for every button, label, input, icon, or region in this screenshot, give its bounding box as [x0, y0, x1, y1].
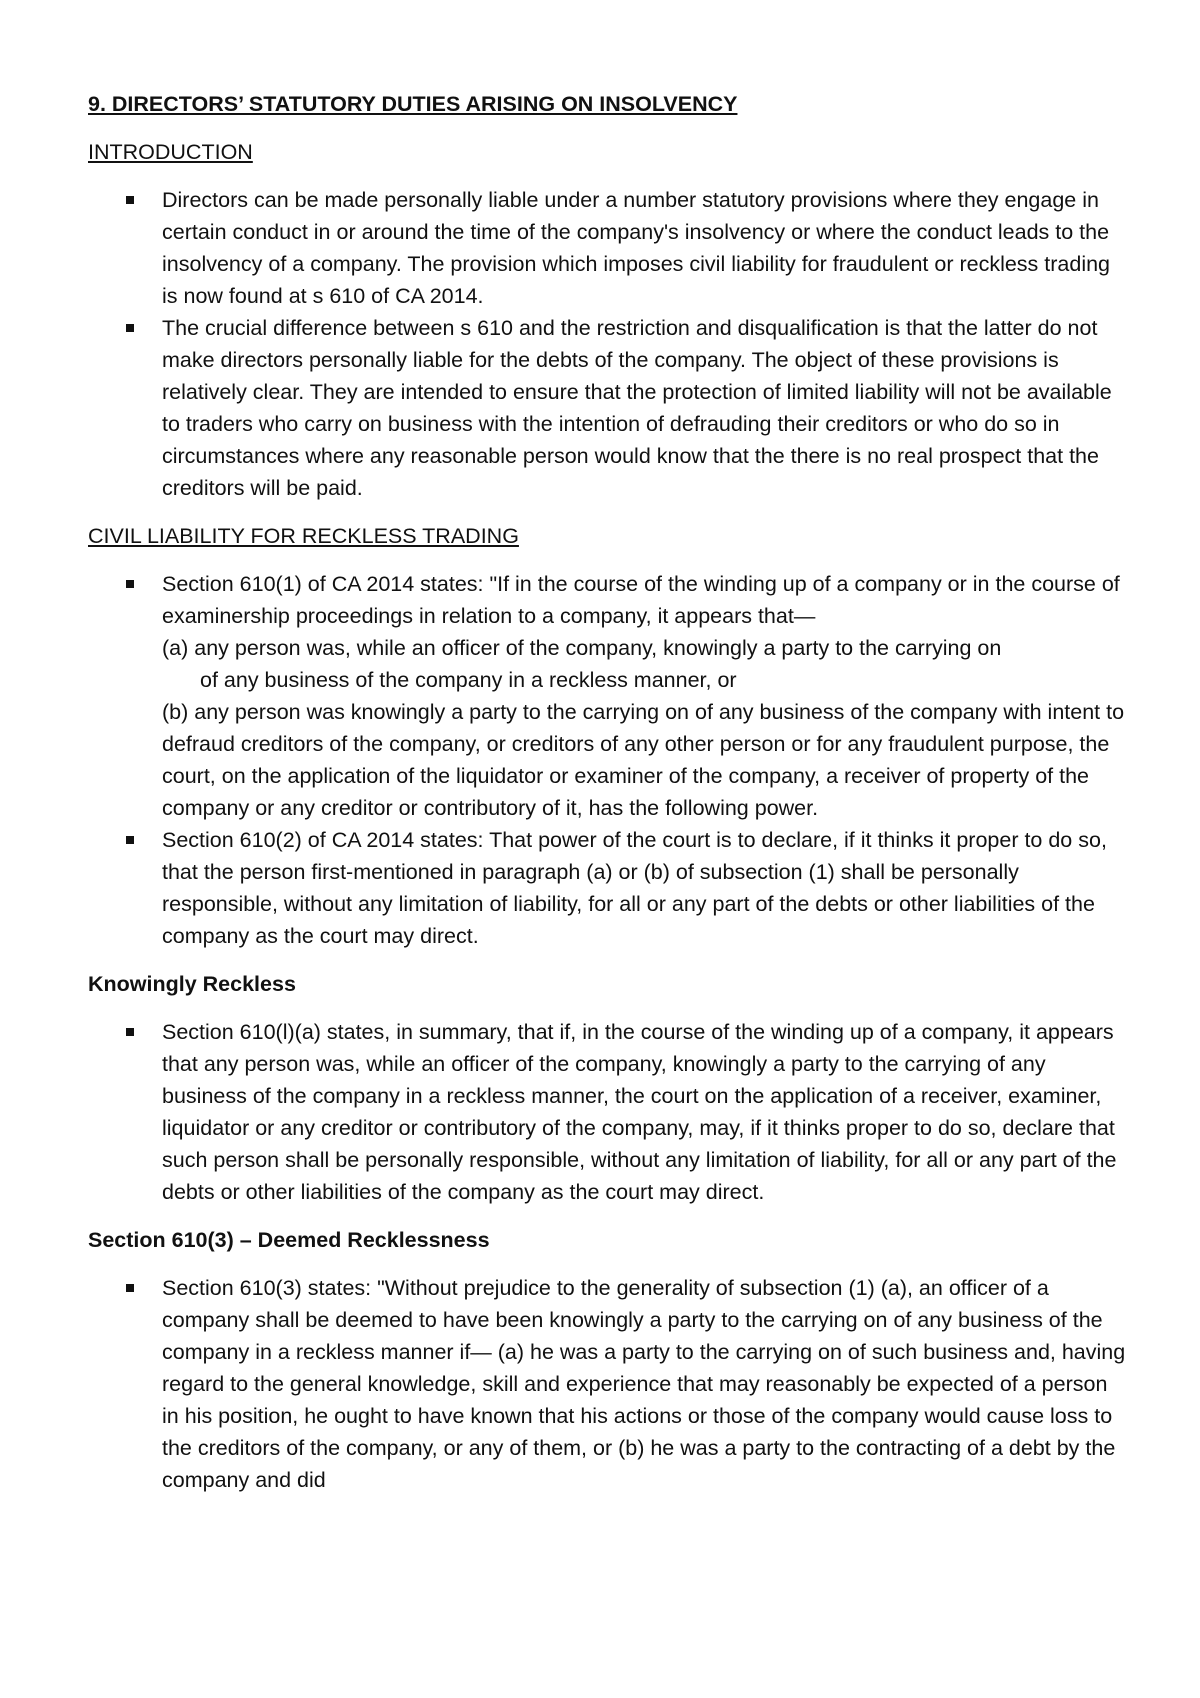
paragraph-b: (b) any person was knowingly a party to the carrying on of any business of the company with intent to defraud creditors of the company, or creditors of any other person or for any fraudulent purpose, the court, on the application of the liquidator or examiner of the company, a receiver of property of the company or any creditor or contributory of it, has the following power. — [162, 700, 1125, 820]
list-item-text: The crucial difference between s 610 and the restriction and disqualification is that the latter do not make directors personally liable for the debts of the company. The object of these provisions is relatively clear. They are intended to ensure that the protection of limited liability will not be available to traders who carry on business with the intention of defrauding their creditors or who do so in circumstances where any reasonable person would know that the there is no real prospect that the creditors will be paid. — [162, 316, 1112, 500]
square-bullet-icon — [126, 836, 134, 844]
square-bullet-icon — [126, 580, 134, 588]
civil-liability-list — [88, 568, 1128, 952]
square-bullet-icon — [126, 196, 134, 204]
introduction-list — [88, 184, 1128, 504]
knowingly-reckless-heading: Knowingly Reckless — [88, 972, 296, 996]
section-610-1-intro: Section 610(1) of CA 2014 states: "If in the course of the winding up of a company or in the course of examinership proceedings in relation to a company, it appears that— — [162, 572, 1120, 628]
civil-liability-heading: CIVIL LIABILITY FOR RECKLESS TRADING — [88, 524, 519, 548]
square-bullet-icon — [126, 1028, 134, 1036]
list-item — [88, 1272, 1128, 1496]
square-bullet-icon — [126, 324, 134, 332]
square-bullet-icon — [126, 1284, 134, 1292]
list-item-text: Directors can be made personally liable under a number statutory provisions where they engage in certain conduct in or around the time of the company's insolvency or where the conduct leads to the insolvency of a company. The provision which imposes civil liability for fraudulent or reckless trading is now found at s 610 of CA 2014. — [162, 188, 1111, 308]
list-item — [88, 1016, 1128, 1208]
list-item-text: Section 610(l)(a) states, in summary, that if, in the course of the winding up of a company, it appears that any person was, while an officer of the company, knowingly a party to the carrying of any business of the company in a reckless manner, the court on the application of a receiver, examiner, liquidator or any creditor or contributory of the company, may, if it thinks proper to do so, declare that such person shall be personally responsible, without any limitation of liability, for all or any part of the debts or other liabilities of the company as the court may direct. — [162, 1020, 1117, 1204]
list-item — [88, 568, 1128, 824]
list-item-text: Section 610(2) of CA 2014 states: That power of the court is to declare, if it thinks it proper to do so, that the person first-mentioned in paragraph (a) or (b) of subsection (1) shall be personally responsible, without any limitation of liability, for all or any part of the debts or other liabilities of the company as the court may direct. — [162, 828, 1107, 948]
introduction-heading: INTRODUCTION — [88, 140, 253, 164]
list-item — [88, 312, 1128, 504]
list-item — [88, 824, 1128, 952]
paragraph-a-line-2: of any business of the company in a reckless manner, or — [200, 668, 737, 692]
list-item — [88, 184, 1128, 312]
knowingly-reckless-list — [88, 1016, 1128, 1208]
document-page — [88, 88, 1128, 1512]
deemed-recklessness-list — [88, 1272, 1128, 1496]
deemed-recklessness-heading: Section 610(3) – Deemed Recklessness — [88, 1228, 490, 1252]
document-title: 9. DIRECTORS’ STATUTORY DUTIES ARISING ON INSOLVENCY — [88, 92, 738, 116]
paragraph-a-line-1: (a) any person was, while an officer of the company, knowingly a party to the carrying on — [162, 636, 1002, 660]
list-item-text: Section 610(3) states: "Without prejudice to the generality of subsection (1) (a), an officer of a company shall be deemed to have been knowingly a party to the carrying on of any business of the company in a reckless manner if— (a) he was a party to the carrying on of such business and, having regard to the general knowledge, skill and experience that may reasonably be expected of a person in his position, he ought to have known that his actions or those of the company would cause loss to the creditors of the company, or any of them, or (b) he was a party to the contracting of a debt by the company and did — [162, 1276, 1126, 1492]
